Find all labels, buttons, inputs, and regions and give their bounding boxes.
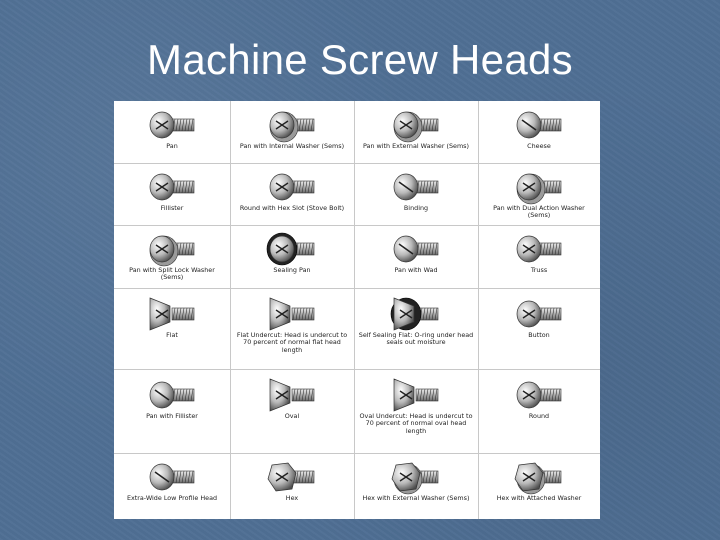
- screw-cell: [230, 453, 354, 519]
- screw-label: Flat Undercut: Head is undercut to 70 percent of normal flat head length: [236, 331, 348, 354]
- screw-label: Extra-Wide Low Profile Head: [126, 494, 218, 502]
- screw-label: Binding: [403, 204, 429, 212]
- screw-label: Pan with Dual Action Washer (Sems): [493, 204, 585, 220]
- screw-cell: [478, 288, 600, 369]
- screw-cell: [354, 369, 478, 453]
- screw-cell: [354, 453, 478, 519]
- slide-title: Machine Screw Heads: [147, 36, 573, 83]
- screw-label: Pan with Internal Washer (Sems): [239, 142, 345, 150]
- screw-label: Sealing Pan: [273, 266, 311, 274]
- screw-cell: [478, 369, 600, 453]
- screw-label: Oval: [284, 412, 300, 420]
- screw-cell: [354, 225, 478, 288]
- screw-label: Fillister: [160, 204, 184, 212]
- screw-cell: [478, 225, 600, 288]
- screw-label: Flat: [166, 331, 178, 339]
- screw-cell: [478, 101, 600, 163]
- screw-label: Pan: [166, 142, 178, 150]
- screw-cell: [114, 369, 230, 453]
- screw-label: Cheese: [527, 142, 551, 150]
- screw-label: Hex with External Washer (Sems): [362, 494, 470, 502]
- screw-label: Hex: [285, 494, 299, 502]
- screw-label: Pan with Wad: [394, 266, 438, 274]
- screw-label: Button: [528, 331, 550, 339]
- screw-cell: [114, 453, 230, 519]
- screw-cell: [478, 163, 600, 225]
- screw-label: Oval Undercut: Head is undercut to 70 percent of normal oval head length: [359, 412, 473, 435]
- screw-cell: [114, 225, 230, 288]
- screw-heads-chart: [114, 101, 600, 519]
- screw-cell: [354, 288, 478, 369]
- screw-cell: [230, 163, 354, 225]
- screw-cell: [478, 453, 600, 519]
- screw-label: Truss: [530, 266, 548, 274]
- screw-cell: [230, 369, 354, 453]
- screw-cell: [230, 288, 354, 369]
- screw-cell: [114, 288, 230, 369]
- screw-label: Hex with Attached Washer: [496, 494, 582, 502]
- screw-label: Round: [528, 412, 550, 420]
- screw-cell: [354, 163, 478, 225]
- screw-label: Round with Hex Slot (Stove Bolt): [239, 204, 345, 212]
- screw-label: Pan with External Washer (Sems): [362, 142, 470, 150]
- screw-label: Self Sealing Flat: O-ring under head seals out moisture: [358, 331, 474, 347]
- screw-cell: [114, 163, 230, 225]
- screw-cell: [354, 101, 478, 163]
- screw-cell: [230, 225, 354, 288]
- screw-label: Pan with Fillister: [146, 412, 198, 420]
- screw-cell: [230, 101, 354, 163]
- screw-label: Pan with Split Lock Washer (Sems): [129, 266, 215, 282]
- screw-cell: [114, 101, 230, 163]
